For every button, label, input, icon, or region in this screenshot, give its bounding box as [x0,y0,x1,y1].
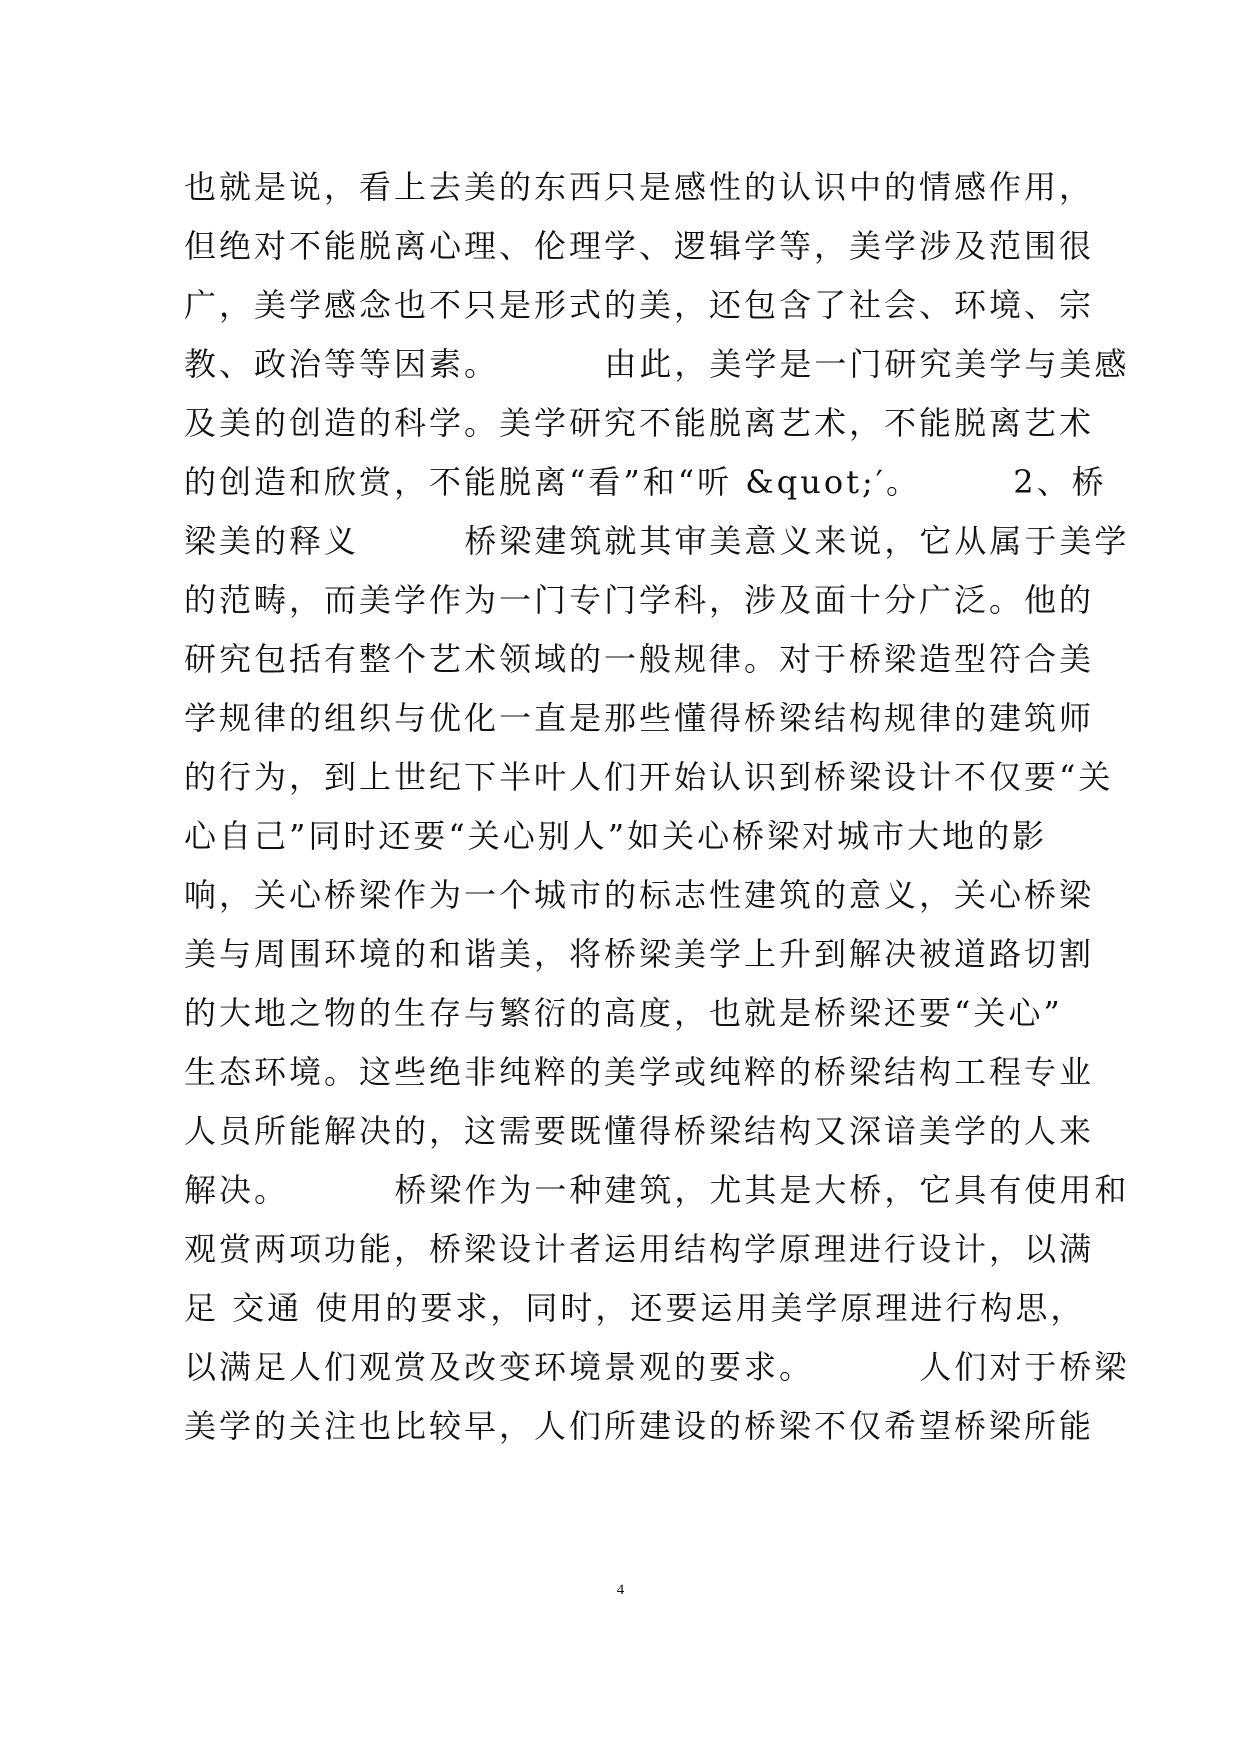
text-line: 研究包括有整个艺术领域的一般规律。对于桥梁造型符合美 [184,640,1095,678]
text-line: 教、政治等等因素。 由此，美学是一门研究美学与美感 [184,345,1130,383]
text-line: 学规律的组织与优化一直是那些懂得桥梁结构规律的建筑师 [184,699,1095,737]
text-line: 但绝对不能脱离心理、伦理学、逻辑学等，美学涉及范围很 [184,227,1095,265]
text-line: 解决。 桥梁作为一种建筑，尤其是大桥，它具有使用和 [184,1171,1130,1209]
text-line: 及美的创造的科学。美学研究不能脱离艺术，不能脱离艺术 [184,404,1095,442]
text-line: 足 交通 使用的要求，同时，还要运用美学原理进行构思， [184,1289,1086,1327]
text-line: 生态环境。这些绝非纯粹的美学或纯粹的桥梁结构工程专业 [184,1053,1095,1091]
text-line: 的范畴，而美学作为一门专门学科，涉及面十分广泛。他的 [184,581,1095,619]
text-line: 观赏两项功能，桥梁设计者运用结构学原理进行设计，以满 [184,1230,1095,1268]
text-line: 美学的关注也比较早，人们所建设的桥梁不仅希望桥梁所能 [184,1407,1095,1445]
text-line: 以满足人们观赏及改变环境景观的要求。 人们对于桥梁 [184,1348,1130,1386]
text-line: 美与周围环境的和谐美，将桥梁美学上升到解决被道路切割 [184,935,1095,973]
text-line: 的行为，到上世纪下半叶人们开始认识到桥梁设计不仅要“关 [184,758,1114,796]
text-line: 心自己”同时还要“关心别人”如关心桥梁对城市大地的影 [184,817,1048,855]
text-line: 也就是说，看上去美的东西只是感性的认识中的情感作用， [184,168,1095,206]
text-line: 人员所能解决的，这需要既懂得桥梁结构又深谙美学的人来 [184,1112,1095,1150]
text-line: 梁美的释义 桥梁建筑就其审美意义来说，它从属于美学 [184,522,1130,560]
text-line: 响，关心桥梁作为一个城市的标志性建筑的意义，关心桥梁 [184,876,1095,914]
text-line: 的创造和欣赏，不能脱离“看”和“听 &quot;′。 2、桥 [184,463,1107,501]
page-number: 4 [616,1582,625,1598]
text-line: 广，美学感念也不只是形式的美，还包含了社会、环境、宗 [184,286,1095,324]
body-text [184,158,1130,1456]
text-line: 的大地之物的生存与繁衍的高度，也就是桥梁还要“关心” [184,994,1063,1032]
